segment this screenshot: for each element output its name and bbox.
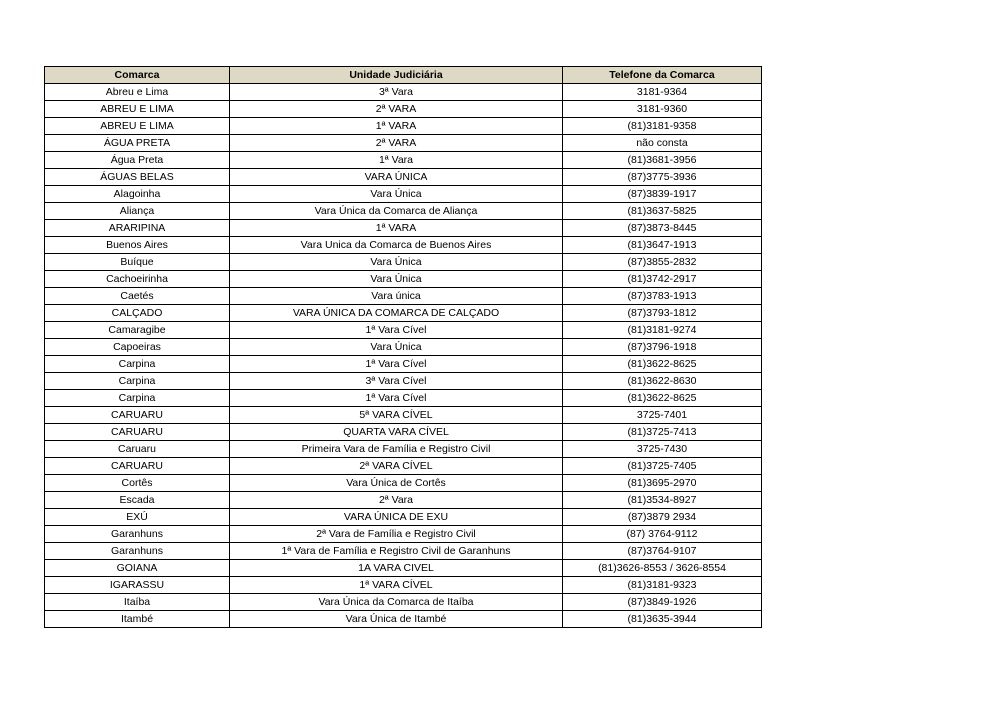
cell-unidade-judiciaria: Vara Única <box>230 339 563 356</box>
cell-telefone: (87)3879 2934 <box>563 509 762 526</box>
table-row <box>45 322 762 339</box>
cell-comarca: Garanhuns <box>45 526 230 543</box>
table-row <box>45 169 762 186</box>
cell-telefone: (87)3855-2832 <box>563 254 762 271</box>
cell-unidade-judiciaria: 2ª VARA <box>230 101 563 118</box>
cell-comarca: IGARASSU <box>45 577 230 594</box>
cell-comarca: Carpina <box>45 373 230 390</box>
table-header-row <box>45 67 762 84</box>
cell-comarca: Cortês <box>45 475 230 492</box>
table-row <box>45 458 762 475</box>
comarca-table <box>44 66 762 628</box>
cell-unidade-judiciaria: Vara Única <box>230 271 563 288</box>
cell-telefone: (87)3796-1918 <box>563 339 762 356</box>
cell-comarca: ÁGUAS BELAS <box>45 169 230 186</box>
table-row <box>45 475 762 492</box>
cell-unidade-judiciaria: VARA ÚNICA <box>230 169 563 186</box>
cell-unidade-judiciaria: 3ª Vara <box>230 84 563 101</box>
cell-telefone: (81)3534-8927 <box>563 492 762 509</box>
cell-unidade-judiciaria: 1ª Vara de Família e Registro Civil de Garanhuns <box>230 543 563 560</box>
cell-unidade-judiciaria: Vara Unica da Comarca de Buenos Aires <box>230 237 563 254</box>
cell-telefone: (87)3783-1913 <box>563 288 762 305</box>
cell-unidade-judiciaria: 2ª VARA CÍVEL <box>230 458 563 475</box>
table-row <box>45 220 762 237</box>
cell-unidade-judiciaria: 5ª VARA CÍVEL <box>230 407 563 424</box>
cell-comarca: Buenos Aires <box>45 237 230 254</box>
cell-comarca: Caetés <box>45 288 230 305</box>
cell-unidade-judiciaria: 2ª Vara de Família e Registro Civil <box>230 526 563 543</box>
header-unidade-judiciaria: Unidade Judiciária <box>230 67 563 84</box>
cell-telefone: 3181-9360 <box>563 101 762 118</box>
table-row <box>45 424 762 441</box>
cell-telefone: (81)3695-2970 <box>563 475 762 492</box>
cell-unidade-judiciaria: 1ª Vara Cível <box>230 390 563 407</box>
cell-unidade-judiciaria: Vara Única de Itambé <box>230 611 563 628</box>
cell-telefone: (81)3181-9358 <box>563 118 762 135</box>
cell-comarca: Alagoinha <box>45 186 230 203</box>
cell-comarca: Capoeiras <box>45 339 230 356</box>
table-body <box>45 84 762 628</box>
table-row <box>45 577 762 594</box>
table-row <box>45 560 762 577</box>
cell-unidade-judiciaria: Vara Única <box>230 254 563 271</box>
cell-comarca: ABREU E LIMA <box>45 101 230 118</box>
table-row <box>45 203 762 220</box>
cell-comarca: CARUARU <box>45 407 230 424</box>
table-row <box>45 373 762 390</box>
cell-telefone: (87)3775-3936 <box>563 169 762 186</box>
table-row <box>45 407 762 424</box>
table-row <box>45 594 762 611</box>
cell-telefone: (81)3622-8625 <box>563 356 762 373</box>
table-row <box>45 288 762 305</box>
cell-comarca: ARARIPINA <box>45 220 230 237</box>
cell-telefone: (81)3181-9274 <box>563 322 762 339</box>
table-row <box>45 135 762 152</box>
cell-telefone: (81)3637-5825 <box>563 203 762 220</box>
table-row <box>45 492 762 509</box>
table-row <box>45 101 762 118</box>
cell-telefone: (81)3647-1913 <box>563 237 762 254</box>
cell-comarca: Aliança <box>45 203 230 220</box>
cell-comarca: Carpina <box>45 356 230 373</box>
cell-unidade-judiciaria: VARA ÚNICA DE EXU <box>230 509 563 526</box>
cell-comarca: GOIANA <box>45 560 230 577</box>
table-row <box>45 611 762 628</box>
cell-telefone: (81)3725-7413 <box>563 424 762 441</box>
cell-comarca: EXÚ <box>45 509 230 526</box>
cell-telefone: (81)3181-9323 <box>563 577 762 594</box>
cell-comarca: CARUARU <box>45 424 230 441</box>
cell-comarca: Água Preta <box>45 152 230 169</box>
table-row <box>45 441 762 458</box>
cell-unidade-judiciaria: 1ª VARA <box>230 118 563 135</box>
cell-comarca: CALÇADO <box>45 305 230 322</box>
cell-comarca: Itambé <box>45 611 230 628</box>
cell-unidade-judiciaria: QUARTA VARA CÍVEL <box>230 424 563 441</box>
table-row <box>45 356 762 373</box>
cell-unidade-judiciaria: 2ª VARA <box>230 135 563 152</box>
table-row <box>45 254 762 271</box>
cell-telefone: 3725-7401 <box>563 407 762 424</box>
cell-telefone: 3725-7430 <box>563 441 762 458</box>
table-row <box>45 118 762 135</box>
cell-unidade-judiciaria: Vara Única da Comarca de Aliança <box>230 203 563 220</box>
cell-unidade-judiciaria: Vara Única <box>230 186 563 203</box>
cell-telefone: (87) 3764-9112 <box>563 526 762 543</box>
cell-comarca: Garanhuns <box>45 543 230 560</box>
cell-unidade-judiciaria: 1ª Vara Cível <box>230 322 563 339</box>
cell-comarca: Itaíba <box>45 594 230 611</box>
cell-unidade-judiciaria: 1ª VARA <box>230 220 563 237</box>
cell-telefone: (81)3622-8630 <box>563 373 762 390</box>
cell-comarca: Cachoeirinha <box>45 271 230 288</box>
cell-telefone: (81)3626-8553 / 3626-8554 <box>563 560 762 577</box>
cell-telefone: (87)3793-1812 <box>563 305 762 322</box>
cell-unidade-judiciaria: 1ª Vara Cível <box>230 356 563 373</box>
cell-unidade-judiciaria: Vara Única de Cortês <box>230 475 563 492</box>
table-row <box>45 152 762 169</box>
cell-telefone: (81)3742-2917 <box>563 271 762 288</box>
cell-telefone: não consta <box>563 135 762 152</box>
cell-telefone: (81)3622-8625 <box>563 390 762 407</box>
cell-unidade-judiciaria: VARA ÚNICA DA COMARCA DE CALÇADO <box>230 305 563 322</box>
cell-telefone: (87)3873-8445 <box>563 220 762 237</box>
cell-comarca: Caruaru <box>45 441 230 458</box>
cell-unidade-judiciaria: Primeira Vara de Família e Registro Civil <box>230 441 563 458</box>
table-row <box>45 237 762 254</box>
header-comarca: Comarca <box>45 67 230 84</box>
table-row <box>45 84 762 101</box>
cell-telefone: (87)3764-9107 <box>563 543 762 560</box>
cell-telefone: 3181-9364 <box>563 84 762 101</box>
cell-telefone: (87)3839-1917 <box>563 186 762 203</box>
cell-telefone: (81)3725-7405 <box>563 458 762 475</box>
table-row <box>45 305 762 322</box>
cell-unidade-judiciaria: 1ª Vara <box>230 152 563 169</box>
table-row <box>45 543 762 560</box>
table-row <box>45 271 762 288</box>
cell-comarca: ABREU E LIMA <box>45 118 230 135</box>
cell-comarca: CARUARU <box>45 458 230 475</box>
cell-unidade-judiciaria: 1ª VARA CÍVEL <box>230 577 563 594</box>
cell-comarca: Abreu e Lima <box>45 84 230 101</box>
header-telefone: Telefone da Comarca <box>563 67 762 84</box>
cell-comarca: Buíque <box>45 254 230 271</box>
cell-telefone: (81)3681-3956 <box>563 152 762 169</box>
cell-unidade-judiciaria: 3ª Vara Cível <box>230 373 563 390</box>
table-row <box>45 186 762 203</box>
table-row <box>45 509 762 526</box>
cell-comarca: ÁGUA PRETA <box>45 135 230 152</box>
cell-comarca: Camaragibe <box>45 322 230 339</box>
cell-comarca: Escada <box>45 492 230 509</box>
table-row <box>45 339 762 356</box>
cell-comarca: Carpina <box>45 390 230 407</box>
table-row <box>45 390 762 407</box>
cell-unidade-judiciaria: 2ª Vara <box>230 492 563 509</box>
cell-unidade-judiciaria: Vara Única da Comarca de Itaíba <box>230 594 563 611</box>
cell-unidade-judiciaria: Vara única <box>230 288 563 305</box>
cell-telefone: (81)3635-3944 <box>563 611 762 628</box>
cell-telefone: (87)3849-1926 <box>563 594 762 611</box>
cell-unidade-judiciaria: 1A VARA CIVEL <box>230 560 563 577</box>
table-row <box>45 526 762 543</box>
